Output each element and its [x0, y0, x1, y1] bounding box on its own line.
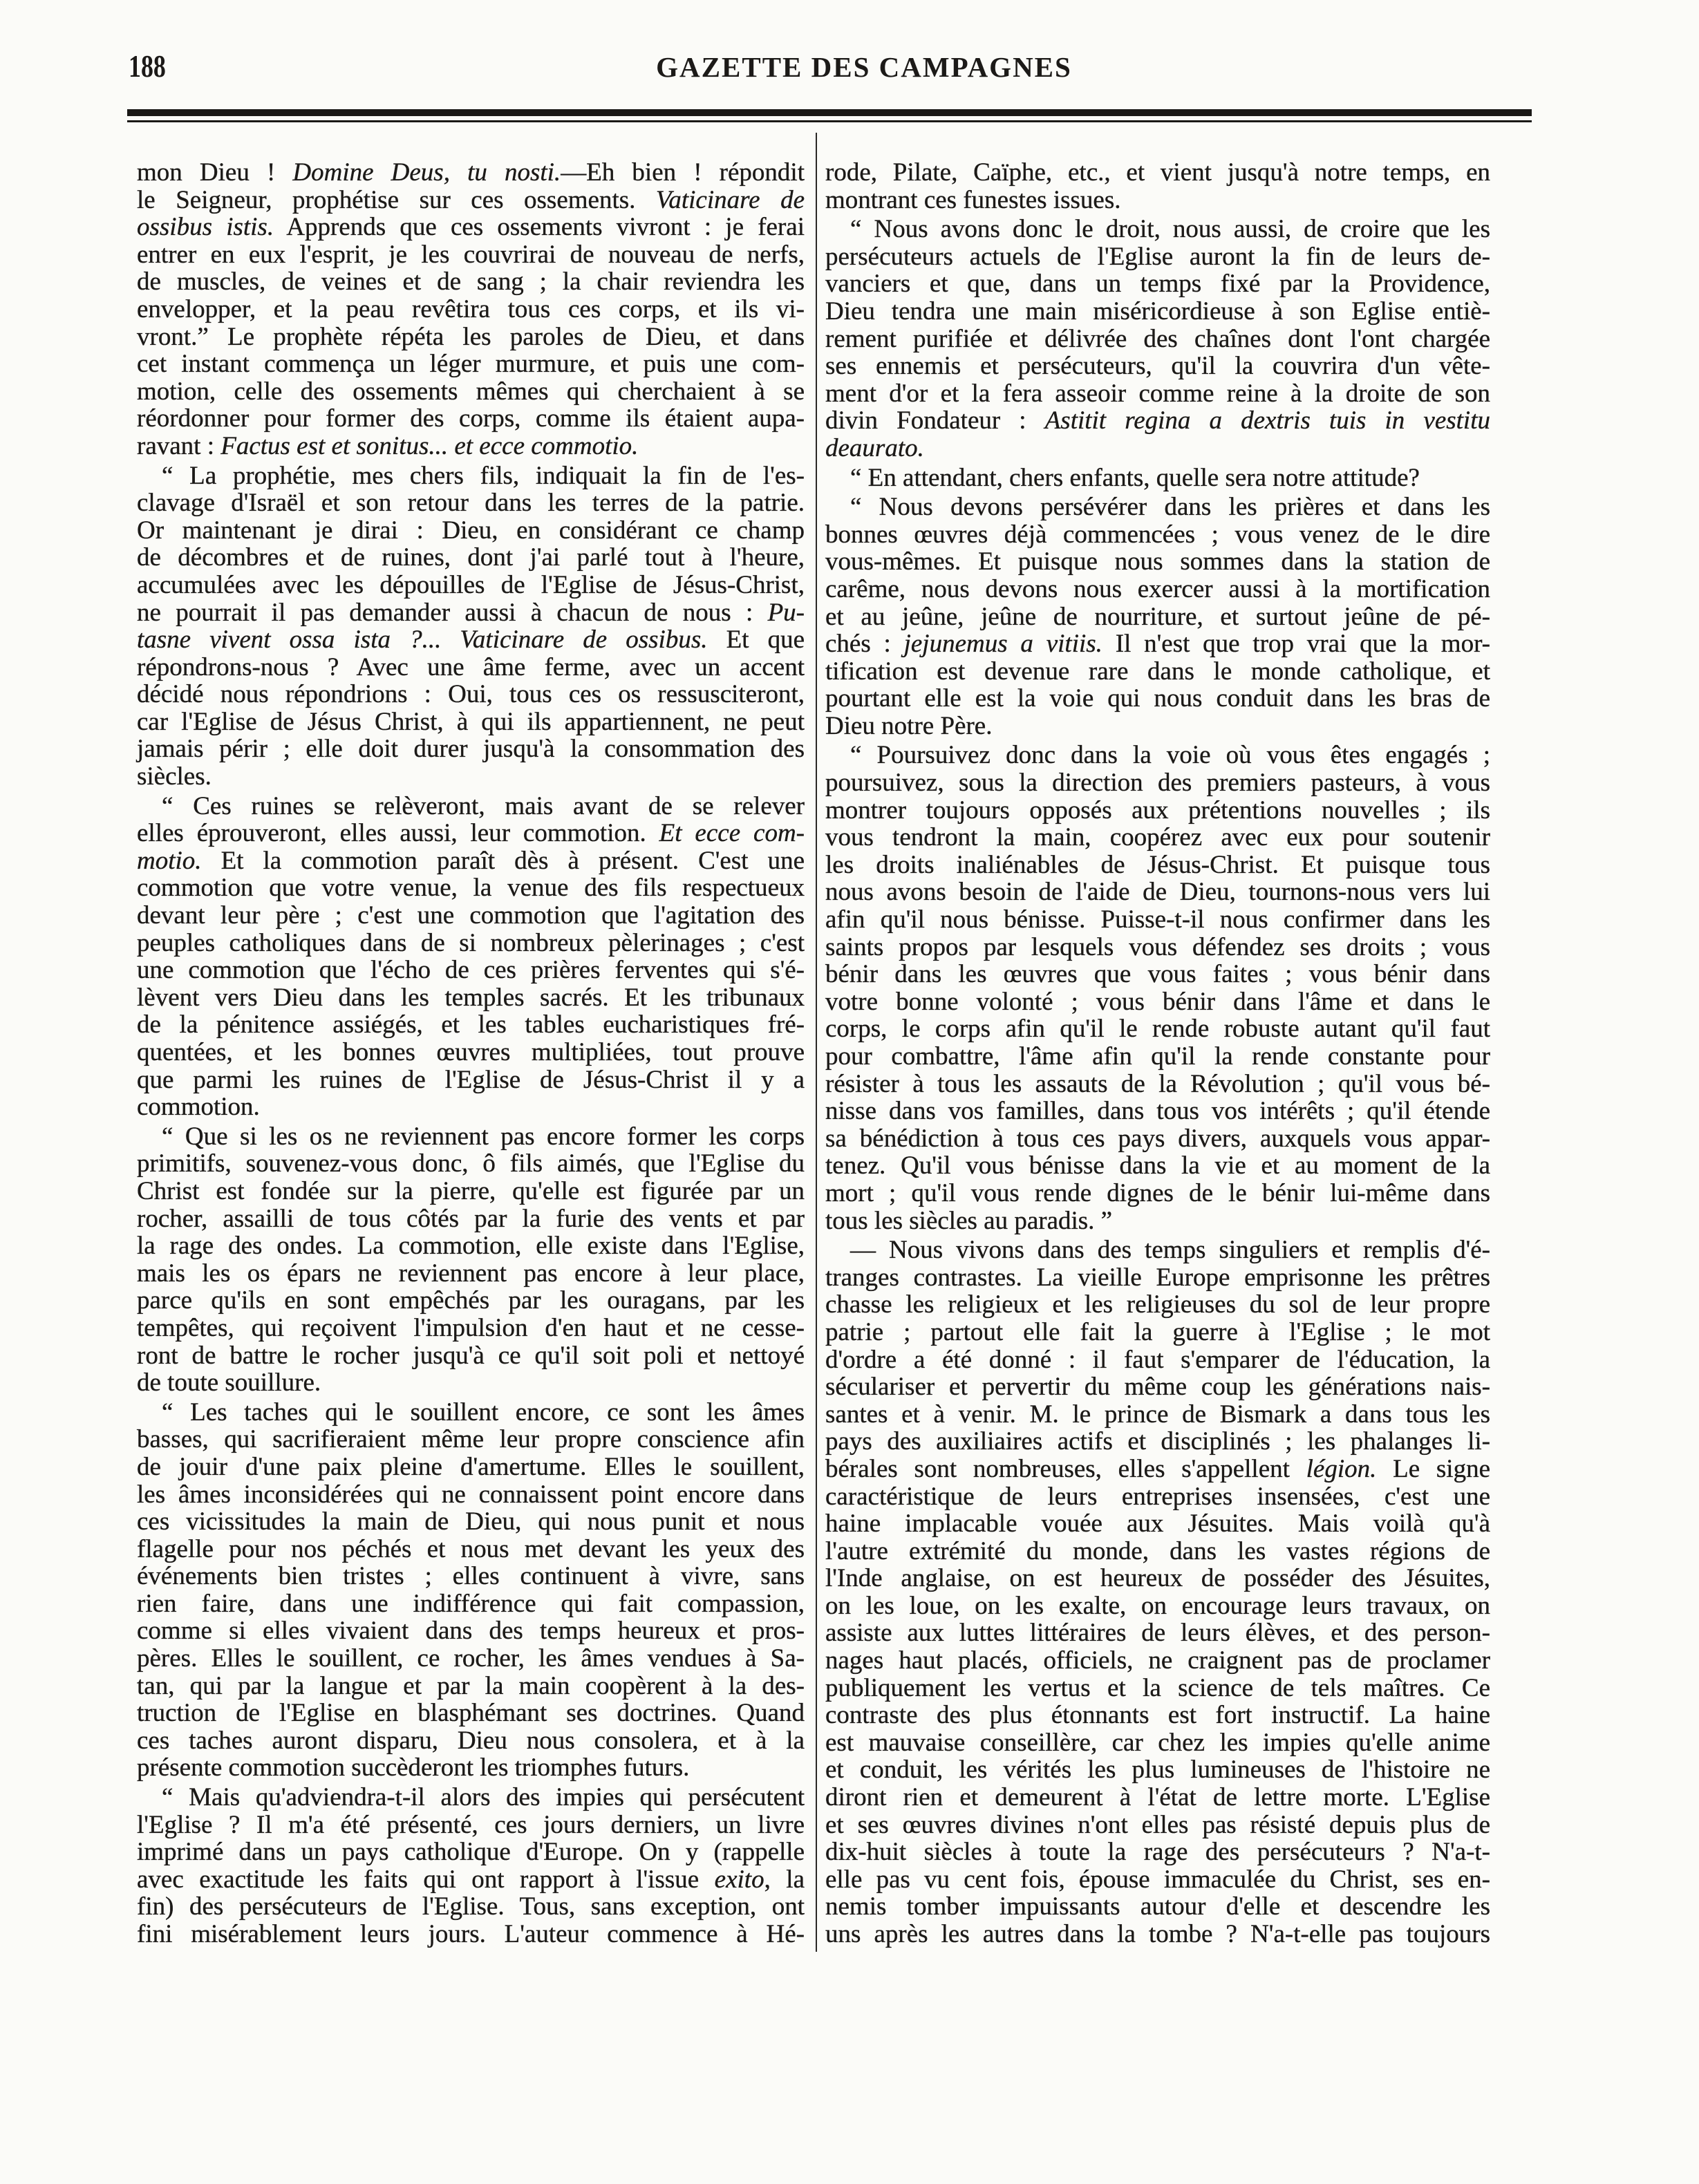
- paragraph: [137, 793, 805, 1121]
- text-line: assiste aux luttes littéraires de leurs élèves, et des person-: [825, 1619, 1490, 1648]
- text-line: “ Que si les os ne reviennent pas encore former les corps: [162, 1122, 805, 1151]
- text-line: car l'Eglise de Jésus Christ, à qui ils appartiennent, ne peut: [137, 707, 805, 736]
- text-line: haine implacable vouée aux Jésuites. Mais voilà qu'à: [825, 1509, 1490, 1538]
- text-line: tous les siècles au paradis. ”: [825, 1206, 1113, 1235]
- paragraph: [825, 216, 1490, 462]
- left-column: [137, 159, 805, 1948]
- text-line: ront de battre le rocher jusqu'à ce qu'il soit poli et nettoyé: [137, 1341, 805, 1370]
- italic-text: Et ecce com-: [659, 819, 805, 848]
- text-line: fin) des persécuteurs de l'Eglise. Tous, sans exception, ont: [137, 1892, 805, 1921]
- text-line: Dieu tendra une main miséricordieuse à son Eglise entiè-: [825, 296, 1490, 326]
- text-line: bénir dans les œuvres que vous faites ; vous bénir dans: [825, 960, 1490, 989]
- text-line: montrer toujours opposés aux prétentions nouvelles ; ils: [825, 796, 1490, 825]
- text-line: envelopper, et la peau revêtira tous ces corps, et ils vi-: [137, 294, 805, 323]
- text-line: pour combattre, l'âme afin qu'il la rende constante pour: [825, 1042, 1490, 1071]
- italic-text: Pu-: [767, 598, 805, 627]
- italic-text: motio.: [137, 846, 202, 875]
- text-line: de toute souillure.: [137, 1368, 321, 1397]
- paragraph: [825, 159, 1490, 214]
- header-rule-thick: [127, 109, 1532, 116]
- italic-text: ossibus istis.: [137, 213, 274, 242]
- text-line: mais les os épars ne reviennent pas encore à leur place,: [137, 1259, 805, 1288]
- text-line: pères. Elles le souillent, ce rocher, les âmes vendues à Sa-: [137, 1644, 805, 1673]
- text-line: “ Ces ruines se relèveront, mais avant de se relever: [162, 791, 805, 820]
- text-line: entrer en eux l'esprit, je les couvrirai de nouveau de nerfs,: [137, 240, 805, 269]
- text-line: truction de l'Eglise en blasphémant ses doctrines. Quand: [137, 1699, 805, 1728]
- text-line: “ Nous avons donc le droit, nous aussi, de croire que les: [850, 215, 1490, 244]
- text-line: nages haut placés, officiels, ne craignent pas de proclamer: [825, 1646, 1490, 1675]
- italic-text: Vaticinare de: [655, 185, 805, 214]
- text-line: [137, 626, 805, 654]
- text-line: uns après les autres dans la tombe ? N'a-t-elle pas toujours: [825, 1920, 1490, 1948]
- paragraph: [137, 1123, 805, 1397]
- text-line: tan, qui par la langue et par la main coopèrent à la des-: [137, 1671, 805, 1700]
- text-line: “ En attendant, chers enfants, quelle sera notre attitude?: [850, 463, 1420, 492]
- text-line: saints propos par lesquels vous défendez ses droits ; vous: [825, 932, 1490, 961]
- text-line: et au jeûne, jeûne de nourriture, et surtout jeûne de pé-: [825, 602, 1490, 631]
- text-line: motion, celle des ossements mêmes qui cherchaient à se: [137, 377, 805, 406]
- text-line: sa bénédiction à tous ces pays divers, auxquels vous appar-: [825, 1124, 1490, 1153]
- text-line: les droits inaliénables de Jésus-Christ. Et puisque tous: [825, 850, 1490, 879]
- text-line: “ La prophétie, mes chers fils, indiquait la fin de l'es-: [162, 461, 805, 490]
- text-line: devant leur père ; c'est une commotion que l'agitation des: [137, 901, 805, 930]
- italic-text: Domine Deus, tu nosti.: [292, 158, 561, 187]
- paragraph: [825, 1236, 1490, 1948]
- text-line: commotion que votre venue, la venue des fils respectueux: [137, 874, 805, 903]
- text-line: on les loue, on les exalte, on encourage leurs travaux, on: [825, 1591, 1490, 1620]
- text-line: la rage des ondes. La commotion, elle existe dans l'Eglise,: [137, 1232, 805, 1261]
- text-line: l'Eglise ? Il m'a été présenté, ces jours derniers, un livre: [137, 1810, 805, 1839]
- text-line: tempêtes, qui reçoivent l'impulsion d'en haut et ne cesse-: [137, 1313, 805, 1342]
- text-line: est mauvaise conseillère, car chez les impies qu'elle anime: [825, 1728, 1490, 1757]
- text-line: nisse dans vos familles, dans tous vos intérêts ; qu'il étende: [825, 1097, 1490, 1126]
- text-line: imprimé dans un pays catholique d'Europe. On y (rappelle: [137, 1838, 805, 1867]
- text-line: [137, 187, 805, 214]
- text-line: jamais périr ; elle doit durer jusqu'à la consommation des: [137, 735, 805, 764]
- text-line: rode, Pilate, Caïphe, etc., et vient jusqu'à notre temps, en: [825, 158, 1490, 187]
- text-line: nous avons besoin de l'aide de Dieu, tournons-nous vers lui: [825, 878, 1490, 907]
- text-line: cet instant commença un léger murmure, et puis une com-: [137, 350, 805, 379]
- italic-text: Factus est et sonitus... et ecce commotio.: [220, 431, 639, 460]
- column-divider: [816, 133, 817, 1952]
- text-line: vous-mêmes. Et puisque nous sommes dans la station de: [825, 547, 1490, 576]
- text-run: avec exactitude les faits qui ont rapport à l'issue: [137, 1865, 715, 1894]
- text-line: événements bien tristes ; elles continuent à vivre, sans: [137, 1562, 805, 1591]
- text-line: de jouir d'une paix pleine d'amertume. Elles le souillent,: [137, 1452, 805, 1481]
- text-line: mort ; qu'il vous rende dignes de le bénir lui-même dans: [825, 1178, 1490, 1207]
- right-column: [825, 159, 1490, 1948]
- text-line: quentées, et les bonnes œuvres multipliées, tout prouve: [137, 1038, 805, 1066]
- text-line: [137, 1866, 805, 1894]
- text-line: de la pénitence assiégés, et les tables eucharistiques fré-: [137, 1010, 805, 1039]
- text-line: nemis tomber impuissants autour d'elle et descendre les: [825, 1892, 1490, 1921]
- text-line: montrant ces funestes issues.: [825, 185, 1121, 214]
- text-line: santes et à venir. M. le prince de Bismark a dans tous les: [825, 1400, 1490, 1429]
- text-line: [825, 1456, 1490, 1483]
- text-run: Et que: [707, 625, 805, 655]
- text-run: chés :: [825, 630, 904, 659]
- italic-text: tasne vivent ossa ista ?... Vaticinare de ossibus.: [137, 625, 708, 655]
- text-line: ment d'or et la fera asseoir comme reine à la droite de son: [825, 379, 1490, 408]
- text-line: “ Les taches qui le souillent encore, ce sont les âmes: [162, 1397, 805, 1427]
- text-line: de muscles, de veines et de sang ; la chair reviendra les: [137, 267, 805, 296]
- text-line: [137, 159, 805, 187]
- italic-text: jejunemus a vitiis.: [903, 630, 1102, 659]
- text-line: “ Mais qu'adviendra-t-il alors des impies qui persécutent: [162, 1783, 805, 1812]
- text-line: l'Inde anglaise, on est heureux de posséder des Jésuites,: [825, 1564, 1490, 1593]
- text-line: peuples catholiques dans de si nombreux pèlerinages ; c'est: [137, 928, 805, 957]
- text-line: pourtant elle est la voie qui nous conduit dans les bras de: [825, 684, 1490, 713]
- text-run: elles éprouveront, elles aussi, leur commotion.: [137, 819, 659, 848]
- paragraph: [137, 159, 805, 460]
- text-run: bérales sont nombreuses, elles s'appellent: [825, 1454, 1306, 1483]
- text-line: carême, nous devons nous exercer aussi à la mortification: [825, 574, 1490, 603]
- text-line: Or maintenant je dirai : Dieu, en considérant ce champ: [137, 516, 805, 545]
- text-line: Christ est fondée sur la pierre, qu'elle est figurée par un: [137, 1176, 805, 1205]
- text-line: tenez. Qu'il vous bénisse dans la vie et au moment de la: [825, 1151, 1490, 1180]
- text-line: votre bonne volonté ; vous bénir dans l'âme et dans le: [825, 987, 1490, 1016]
- text-line: lèvent vers Dieu dans les temples sacrés. Et les tribunaux: [137, 983, 805, 1012]
- text-line: que parmi les ruines de l'Eglise de Jésus-Christ il y a: [137, 1065, 805, 1094]
- paragraph: [137, 1399, 805, 1782]
- text-line: “ Poursuivez donc dans la voie où vous êtes engagés ;: [850, 741, 1490, 770]
- text-line: [137, 214, 805, 241]
- text-line: elle pas vu cent fois, épouse immaculée du Christ, ses en-: [825, 1865, 1490, 1894]
- text-line: diront rien et demeurent à l'état de lettre morte. L'Eglise: [825, 1783, 1490, 1812]
- paragraph: [137, 1784, 805, 1948]
- text-line: — Nous vivons dans des temps singuliers et remplis d'é-: [850, 1236, 1490, 1265]
- text-run: Et la commotion paraît dès à présent. C'est une: [201, 846, 805, 875]
- text-line: réordonner pour former des corps, comme ils étaient aupa-: [137, 404, 805, 433]
- paragraph: [825, 464, 1490, 492]
- text-line: vous tendront la main, coopérez avec eux pour soutenir: [825, 823, 1490, 852]
- text-line: d'ordre a été donné : il faut s'emparer de l'éducation, la: [825, 1345, 1490, 1374]
- text-line: flagelle pour nos péchés et nous met devant les yeux des: [137, 1534, 805, 1563]
- text-line: l'autre extrémité du monde, dans les vastes régions de: [825, 1536, 1490, 1565]
- text-line: bonnes œuvres déjà commencées ; vous venez de le dire: [825, 520, 1490, 549]
- text-line: commotion.: [137, 1093, 260, 1122]
- text-line: chasse les religieux et les religieuses du sol de leur propre: [825, 1290, 1490, 1319]
- text-line: poursuivez, sous la direction des premiers pasteurs, à vous: [825, 769, 1490, 798]
- text-line: ses ennemis et persécuteurs, qu'il la couvrira d'un vête-: [825, 352, 1490, 381]
- text-run: Le signe: [1376, 1454, 1491, 1483]
- text-run: —Eh bien ! répondit: [561, 158, 805, 187]
- text-line: caractéristique de leurs entreprises insensées, c'est une: [825, 1482, 1490, 1511]
- text-line: tification est devenue rare dans le monde catholique, et: [825, 657, 1490, 686]
- text-line: et ses œuvres divines n'ont elles pas résisté depuis plus de: [825, 1810, 1490, 1839]
- text-line: publiquement les vertus et la science de tels maîtres. Ce: [825, 1673, 1490, 1702]
- text-line: [137, 433, 805, 460]
- text-line: basses, qui sacrifieraient même leur propre conscience afin: [137, 1425, 805, 1454]
- text-line: présente commotion succèderont les triomphes futurs.: [137, 1753, 690, 1782]
- text-run: , la: [764, 1865, 805, 1894]
- text-line: Dieu notre Père.: [825, 711, 993, 740]
- text-line: comme si elles vivaient dans des temps heureux et pros-: [137, 1617, 805, 1646]
- paragraph: [137, 462, 805, 791]
- text-run: ravant :: [137, 431, 221, 460]
- text-line: primitifs, souvenez-vous donc, ô fils aimés, que l'Eglise du: [137, 1149, 805, 1178]
- text-line: pays des auxiliaires actifs et disciplinés ; les phalanges li-: [825, 1427, 1490, 1456]
- text-line: [825, 435, 1490, 462]
- text-line: répondrons-nous ? Avec une âme ferme, avec un accent: [137, 652, 805, 681]
- text-line: tranges contrastes. La vieille Europe emprisonne les prêtres: [825, 1263, 1490, 1292]
- newspaper-title: GAZETTE DES CAMPAGNES: [656, 51, 1072, 83]
- text-run: divin Fondateur :: [825, 406, 1045, 435]
- text-line: [137, 599, 805, 627]
- text-line: accumulées avec les dépouilles de l'Eglise de Jésus-Christ,: [137, 570, 805, 599]
- text-line: résister à tous les assauts de la Révolution ; qu'il vous bé-: [825, 1069, 1490, 1098]
- text-line: “ Nous devons persévérer dans les prières et dans les: [850, 493, 1490, 522]
- text-line: corps, le corps afin qu'il le rende robuste autant qu'il faut: [825, 1015, 1490, 1044]
- text-line: vanciers et que, dans un temps fixé par la Providence,: [825, 270, 1490, 299]
- italic-text: deaurato.: [825, 433, 924, 462]
- page-number: 188: [129, 48, 166, 84]
- paragraph: [825, 742, 1490, 1234]
- text-line: et conduit, les vérités les plus lumineuses de l'histoire ne: [825, 1755, 1490, 1785]
- text-run: ne pourrait il pas demander aussi à chacun de nous :: [137, 598, 768, 627]
- text-line: ces taches auront disparu, Dieu nous consolera, et à la: [137, 1726, 805, 1755]
- header-rule-thin: [127, 120, 1532, 122]
- text-run: Apprends que ces ossements vivront : je ferai: [274, 213, 805, 242]
- text-line: [825, 630, 1490, 658]
- text-line: ces vicissitudes la main de Dieu, qui nous punit et nous: [137, 1507, 805, 1536]
- italic-text: Astitit regina a dextris tuis in vestitu: [1044, 406, 1490, 435]
- text-line: décidé nous répondrions : Oui, tous ces os ressusciteront,: [137, 680, 805, 709]
- text-line: [825, 407, 1490, 435]
- text-line: rocher, assailli de tous côtés par la furie des vents et par: [137, 1204, 805, 1233]
- text-run: Il n'est que trop vrai que la mor-: [1102, 630, 1490, 659]
- text-run: le Seigneur, prophétise sur ces ossements.: [137, 185, 656, 214]
- text-line: [137, 820, 805, 847]
- paragraph: [825, 493, 1490, 740]
- text-line: siècles.: [137, 762, 212, 791]
- text-line: contraste des plus étonnants est fort instructif. La haine: [825, 1701, 1490, 1730]
- text-line: séculariser et pervertir du même coup les générations nais-: [825, 1373, 1490, 1402]
- text-line: rien faire, dans une indifférence qui fait compassion,: [137, 1589, 805, 1618]
- text-line: clavage d'Israël et son retour dans les terres de la patrie.: [137, 489, 805, 518]
- text-line: dix-huit siècles à toute la rage des persécuteurs ? N'a-t-: [825, 1838, 1490, 1867]
- text-line: une commotion que l'écho de ces prières ferventes qui s'é-: [137, 956, 805, 985]
- text-run: mon Dieu !: [137, 158, 293, 187]
- text-line: rement purifiée et délivrée des chaînes dont l'ont chargée: [825, 324, 1490, 353]
- italic-text: exito: [714, 1865, 764, 1894]
- text-line: vront.” Le prophète répéta les paroles de Dieu, et dans: [137, 322, 805, 351]
- text-line: persécuteurs actuels de l'Eglise auront la fin de leurs de-: [825, 242, 1490, 271]
- text-line: afin qu'il nous bénisse. Puisse-t-il nous confirmer dans les: [825, 905, 1490, 934]
- text-line: les âmes inconsidérées qui ne connaissent point encore dans: [137, 1480, 805, 1509]
- text-line: fini misérablement leurs jours. L'auteur commence à Hé-: [137, 1920, 805, 1948]
- text-line: [137, 847, 805, 875]
- text-line: patrie ; partout elle fait la guerre à l'Eglise ; le mot: [825, 1317, 1490, 1346]
- italic-text: légion.: [1306, 1454, 1377, 1483]
- text-line: parce qu'ils en sont empêchés par les ouragans, par les: [137, 1286, 805, 1315]
- text-line: de décombres et de ruines, dont j'ai parlé tout à l'heure,: [137, 543, 805, 572]
